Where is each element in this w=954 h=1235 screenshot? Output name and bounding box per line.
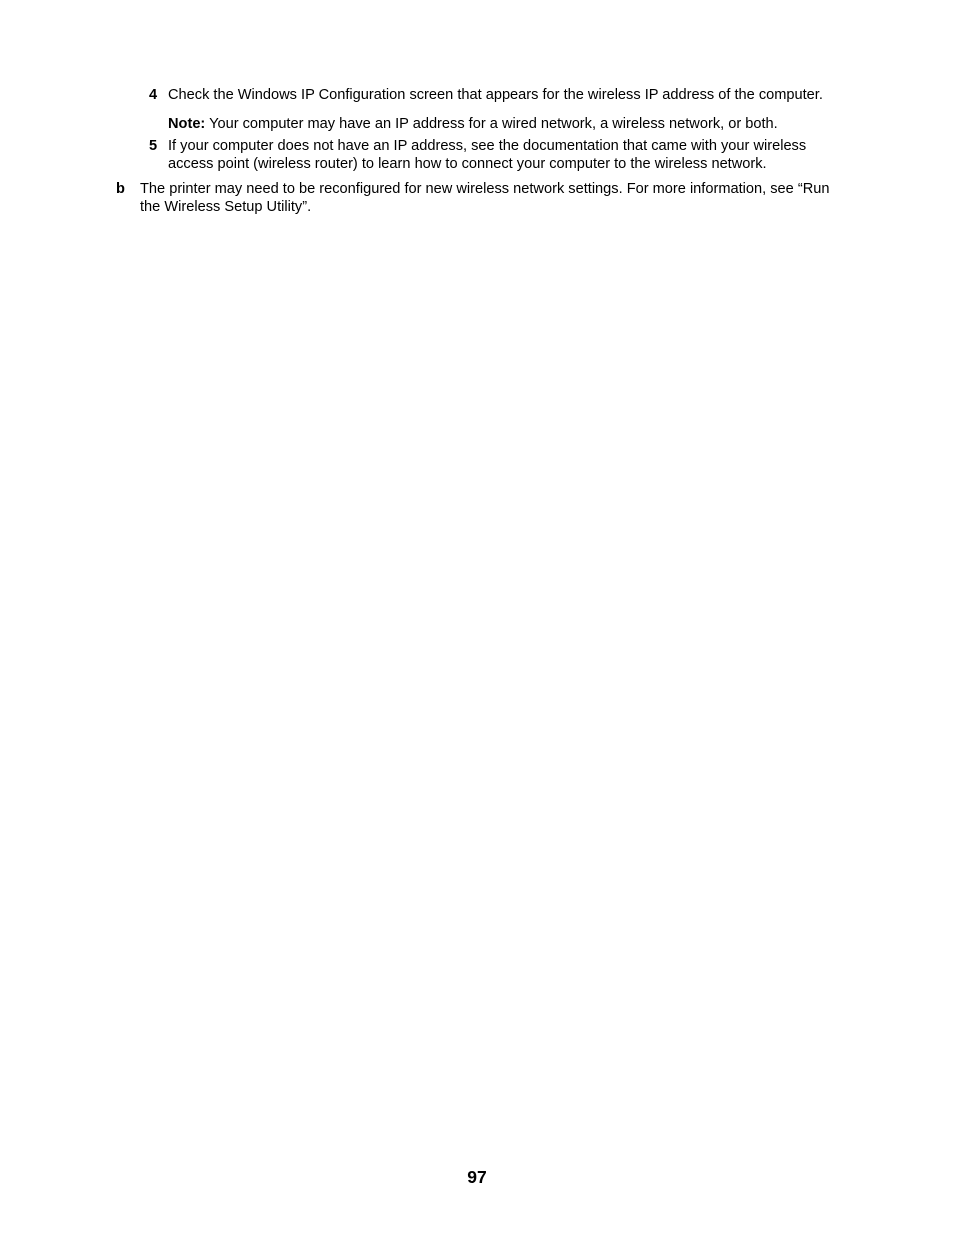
step-number: 5 — [149, 138, 158, 154]
note — [168, 115, 778, 133]
item-text-line: The printer may need to be reconfigured for new wireless network settings. For more information, see “Run — [140, 181, 830, 197]
step-text-line: access point (wireless router) to learn how to connect your computer to the wireless network. — [168, 156, 767, 172]
step-number: 4 — [149, 87, 158, 103]
note-text: Your computer may have an IP address for a wired network, a wireless network, or both. — [205, 116, 778, 132]
step-text: Check the Windows IP Configuration screen that appears for the wireless IP address of the computer. — [168, 87, 823, 103]
note-label: Note: — [168, 116, 206, 132]
item-text-line: the Wireless Setup Utility”. — [140, 199, 312, 215]
item-letter: b — [116, 181, 125, 197]
page-number: 97 — [467, 1167, 487, 1187]
step-text-line: If your computer does not have an IP address, see the documentation that came with your wireless — [168, 138, 807, 154]
